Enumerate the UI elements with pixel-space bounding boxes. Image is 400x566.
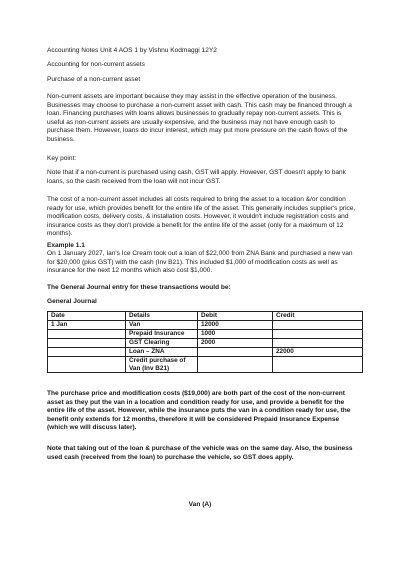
journal-intro: The General Journal entry for these transactions would be: (47, 284, 231, 291)
cell-credit (273, 330, 363, 339)
footer-label: Van (A) (188, 501, 212, 508)
cell-date (48, 330, 126, 339)
document-subtitle: Accounting for non-current assets (47, 61, 145, 68)
note-paragraph: Note that taking out of the loan & purchase of the vehicle was on the same day. Also, the business used cash (received from the loan) to purchase the vehicle, so GST does apply. (47, 445, 353, 461)
section-title: Purchase of a non-current asset (47, 76, 141, 83)
example-text: On 1 January 2027, Ian's Ice Cream took out a loan of $22,000 from ZNA Bank and purchased a new van for $20,000 (plus GST) with the cash (Inv B21). This included $1,000 of modification costs as well as insurance for the next 12 months which also cost $1,000. (47, 250, 353, 274)
cell-details: Prepaid Insurance (126, 330, 198, 339)
cell-date (48, 348, 126, 357)
cell-credit (273, 339, 363, 348)
cell-details: Credit purchase of Van (Inv B21) (126, 357, 198, 373)
cell-debit (198, 357, 273, 373)
table-row (48, 348, 363, 357)
key-point-text: Note that if a non-current is purchased using cash, GST will apply. However, GST doesn't apply to bank loans, so the cash received from the loan will not incur GST. (47, 169, 346, 185)
explanation-paragraph: The purchase price and modification costs ($19,000) are both part of the cost of the non-current asset as they put the van in a location and condition ready for use, and provide a benefit for the entire life of the asset. However, while the insurance puts the van in a condition ready for use, the benefit only extends for 12 months, therefore it will be considered Prepaid Insurance Expense (which we will discuss later). (47, 390, 351, 431)
cell-debit: 1000 (198, 330, 273, 339)
header-date: Date (48, 312, 126, 321)
document-title: Accounting Notes Unit 4 AOS 1 by Vishnu Kodmaggi 12Y2 (47, 47, 217, 54)
cell-debit: 12000 (198, 321, 273, 330)
cell-date (48, 357, 126, 373)
intro-paragraph: Non-current assets are important because they may assist in the effective operation of the business. Businesses may choose to purchase a non-current asset with cash. This cash may be financed through a loan. Financing purchases with loans allows businesses to gradually repay non-current assets. This is useful as non-current assets are usually expensive, and the business may not have enough cash to purchase them. However, loans do incur interest, which may put more pressure on the cash flows of the business. (47, 93, 352, 143)
cell-date: 1 Jan (48, 321, 126, 330)
cell-details: Loan – ZNA (126, 348, 198, 357)
cell-credit (273, 321, 363, 330)
header-details: Details (126, 312, 198, 321)
table-row (48, 357, 363, 373)
header-debit: Debit (198, 312, 273, 321)
cell-credit (273, 357, 363, 373)
table-header-row (48, 312, 363, 321)
general-journal-table (47, 311, 363, 373)
example-title: Example 1.1 (47, 242, 85, 249)
cell-credit: 22000 (273, 348, 363, 357)
cell-details: GST Clearing (126, 339, 198, 348)
journal-title: General Journal (47, 298, 97, 305)
cell-date (48, 339, 126, 348)
table-row (48, 321, 363, 330)
cell-details: Van (126, 321, 198, 330)
header-credit: Credit (273, 312, 363, 321)
table-row (48, 330, 363, 339)
table-row (48, 339, 363, 348)
cost-paragraph: The cost of a non-current asset includes all costs required to bring the asset to a location &/or condition ready for use, which provides benefit for the entire life of the asset. This generally includes supplier's price, modification costs, delivery costs, & installation costs. However, it wouldn't include registration costs and insurance costs as they don't provide a benefit for the entire life of the asset (only for a maximum of 12 months). (47, 196, 356, 237)
cell-debit: 2000 (198, 339, 273, 348)
cell-debit (198, 348, 273, 357)
key-point-label: Key point: (47, 155, 77, 162)
